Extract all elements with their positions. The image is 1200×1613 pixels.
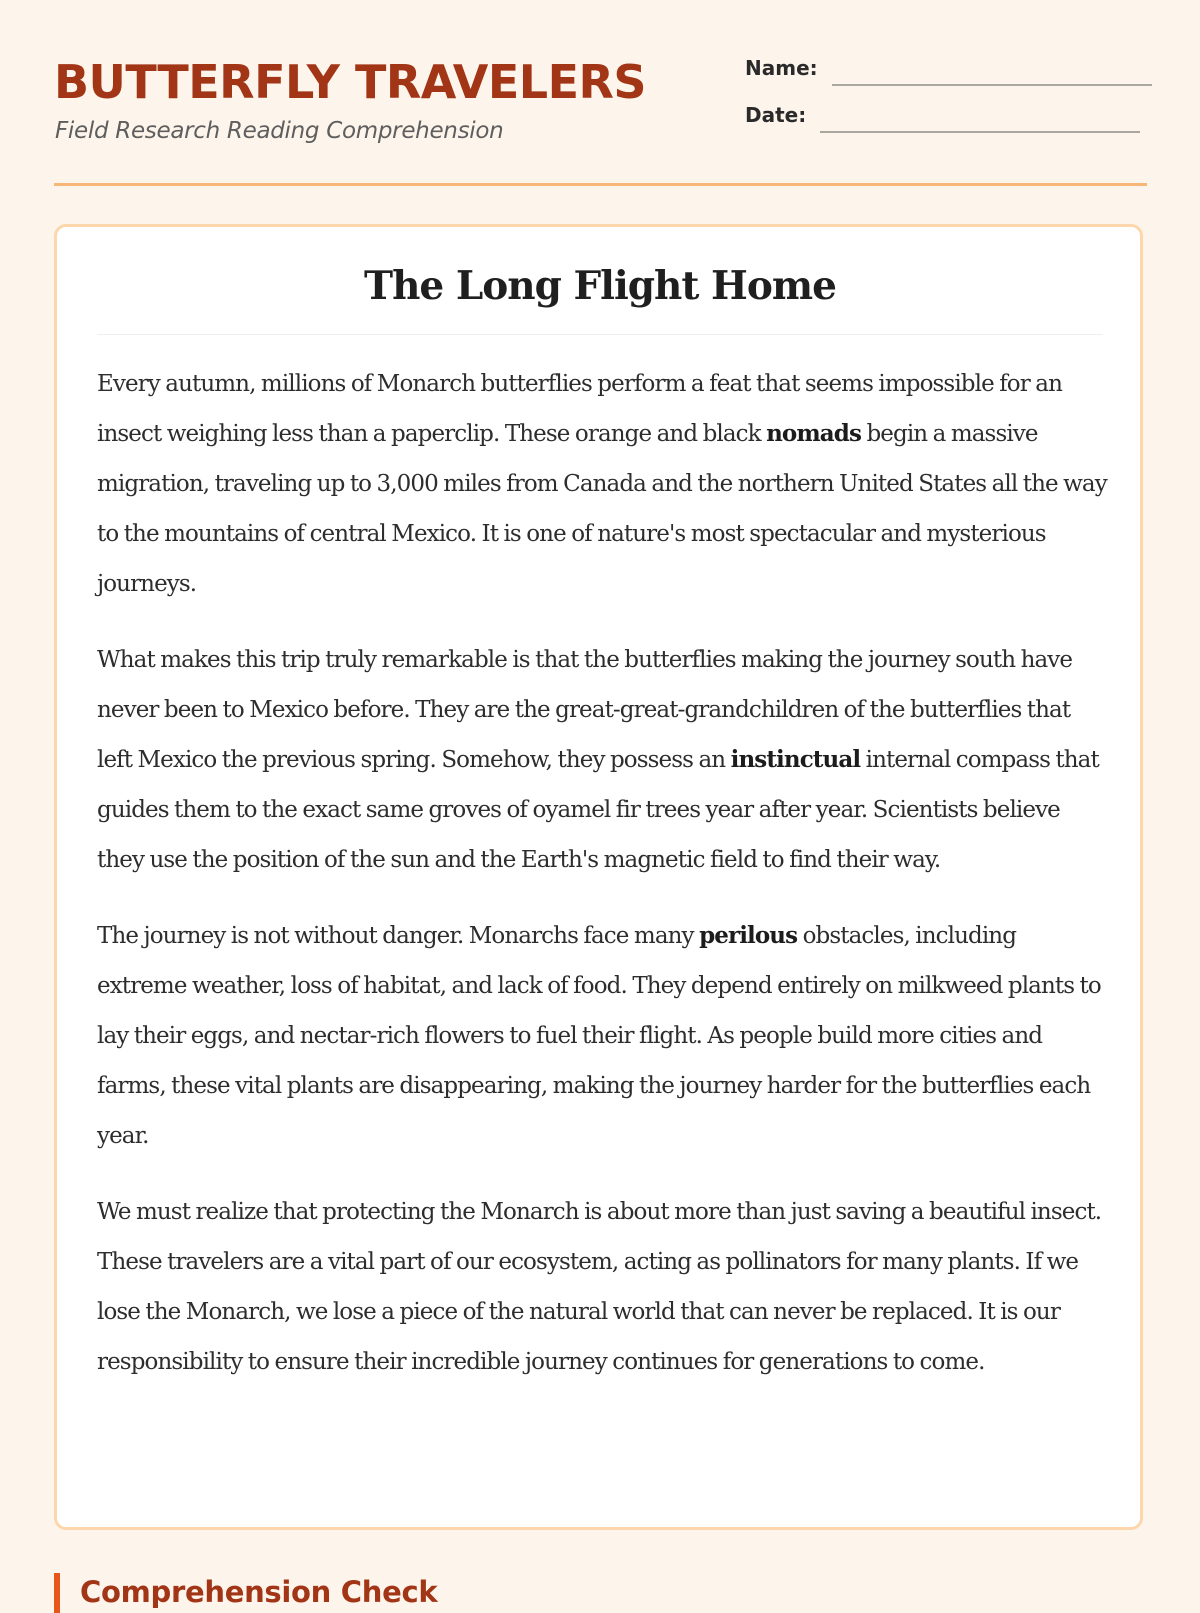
date-label: Date:: [745, 103, 807, 127]
story-paragraph-4: We must realize that protecting the Monarch is about more than just saving a beautiful insect. These travelers are a vital part of our ecosystem, acting as pollinators for many plants. If we lose the Monarch, we lose a piece of the natural world that can never be replaced. It is our responsibility to ensure their incredible journey continues for generations to come.: [97, 1199, 1102, 1375]
vocab-word: perilous: [699, 922, 798, 949]
name-label: Name:: [745, 56, 818, 80]
title-divider: [97, 334, 1103, 335]
worksheet-subtitle: Field Research Reading Comprehension: [55, 118, 504, 144]
section-title: Comprehension Check: [80, 1575, 438, 1609]
worksheet-title: BUTTERFLY TRAVELERS: [54, 55, 647, 109]
story-title: The Long Flight Home: [364, 263, 836, 309]
story-paragraph-2: What makes this trip truly remarkable is that the butterflies making the journey south have never been to Mexico before. They are the great-great-grandchildren of the butterflies that left Mexico the previous spring. Somehow, they possess an instinctual internal compass that guides them to the exact same groves of oyamel fir trees year after year. Scientists believe they use the position of the sun and the Earth's magnetic field to find their way.: [97, 647, 1099, 873]
section-accent-bar: [54, 1573, 60, 1613]
vocab-word: instinctual: [730, 746, 861, 773]
vocab-word: nomads: [766, 420, 862, 447]
date-field[interactable]: [745, 103, 1140, 127]
worksheet-header: [54, 0, 1147, 186]
story-card: [54, 224, 1143, 1530]
story-paragraph-3: The journey is not without danger. Monarchs face many perilous obstacles, including extreme weather, loss of habitat, and lack of food. They depend entirely on milkweed plants to lay their eggs, and nectar-rich flowers to fuel their flight. As people build more cities and farms, these vital plants are disappearing, making the journey harder for the butterflies each year.: [97, 922, 1101, 1149]
story-body: [97, 359, 1107, 1413]
date-input-line[interactable]: [820, 130, 1140, 133]
name-input-line[interactable]: [832, 83, 1152, 86]
name-field[interactable]: [745, 56, 1152, 80]
story-paragraph-1: Every autumn, millions of Monarch butterflies perform a feat that seems impossible for an insect weighing less than a paperclip. These orange and black nomads begin a massive migration, traveling up to 3,000 miles from Canada and the northern United States all the way to the mountains of central Mexico. It is one of nature's most spectacular and mysterious journeys.: [97, 371, 1107, 597]
